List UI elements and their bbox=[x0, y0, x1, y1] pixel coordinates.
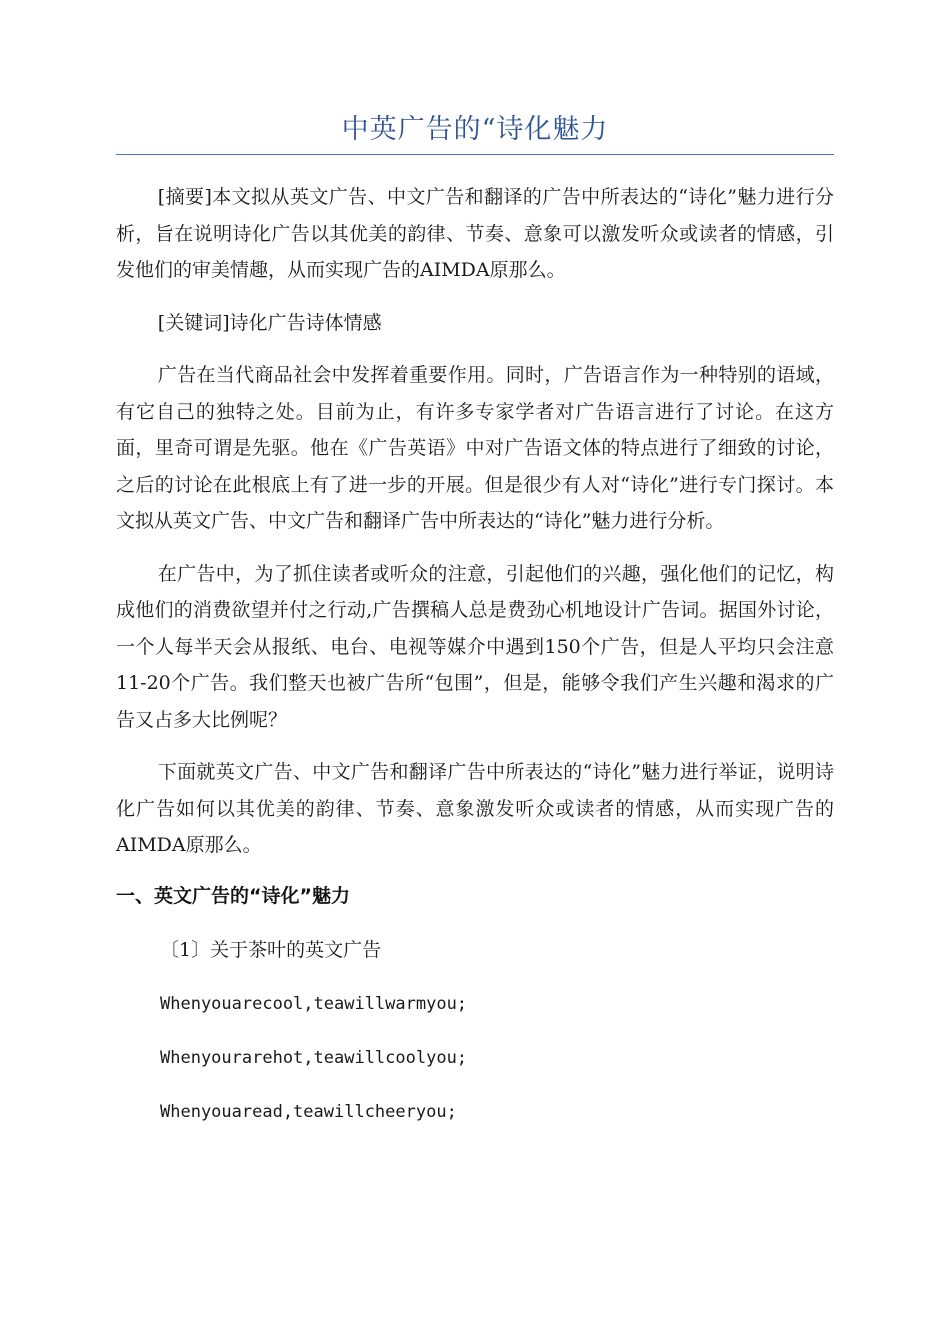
body-paragraph: 下面就英文广告、中文广告和翻译广告中所表达的“诗化”魅力进行举证，说明诗化广告如何以其优美的韵律、节奏、意象激发听众或读者的情感，从而实现广告的AIMDA原那么。 bbox=[116, 761, 834, 856]
abstract-paragraph: [摘要]本文拟从英文广告、中文广告和翻译的广告中所表达的“诗化”魅力进行分析，旨在说明诗化广告以其优美的韵律、节奏、意象可以激发听众或读者的情感，引发他们的审美情趣，从而实现广告的AIMDA原那么。 bbox=[116, 186, 834, 281]
english-ad-line: Whenyourarehot,teawillcoolyou; bbox=[160, 1047, 468, 1068]
section-heading: 一、英文广告的“诗化”魅力 bbox=[116, 884, 350, 907]
keywords-paragraph: [关键词]诗化广告诗体情感 bbox=[157, 311, 382, 334]
sub-heading: 〔1〕关于茶叶的英文广告 bbox=[160, 938, 382, 961]
body-paragraph: 在广告中，为了抓住读者或听众的注意，引起他们的兴趣，强化他们的记忆，构成他们的消费欲望并付之行动,广告撰稿人总是费劲心机地设计广告词。据国外讨论，一个人每半天会从报纸、电台、电视等媒介中遇到150个广告，但是人平均只会注意11-20个广告。我们整天也被广告所“包围”，但是，能够令我们产生兴趣和渴求的广告又占多大比例呢？ bbox=[116, 562, 834, 731]
english-ad-line: Whenyouarecool,teawillwarmyou; bbox=[160, 993, 468, 1014]
document-page bbox=[116, 110, 834, 1130]
title-underline bbox=[116, 154, 834, 155]
english-ad-line: Whenyouaread,teawillcheeryou; bbox=[160, 1101, 457, 1122]
body-paragraph: 广告在当代商品社会中发挥着重要作用。同时，广告语言作为一种特别的语域，有它自己的独特之处。目前为止，有许多专家学者对广告语言进行了讨论。在这方面，里奇可谓是先驱。他在《广告英语》中对广告语文体的特点进行了细致的讨论，之后的讨论在此根底上有了进一步的开展。但是很少有人对“诗化”进行专门探讨。本文拟从英文广告、中文广告和翻译广告中所表达的“诗化”魅力进行分析。 bbox=[116, 364, 834, 532]
document-title: 中英广告的“诗化魅力 bbox=[341, 114, 609, 145]
